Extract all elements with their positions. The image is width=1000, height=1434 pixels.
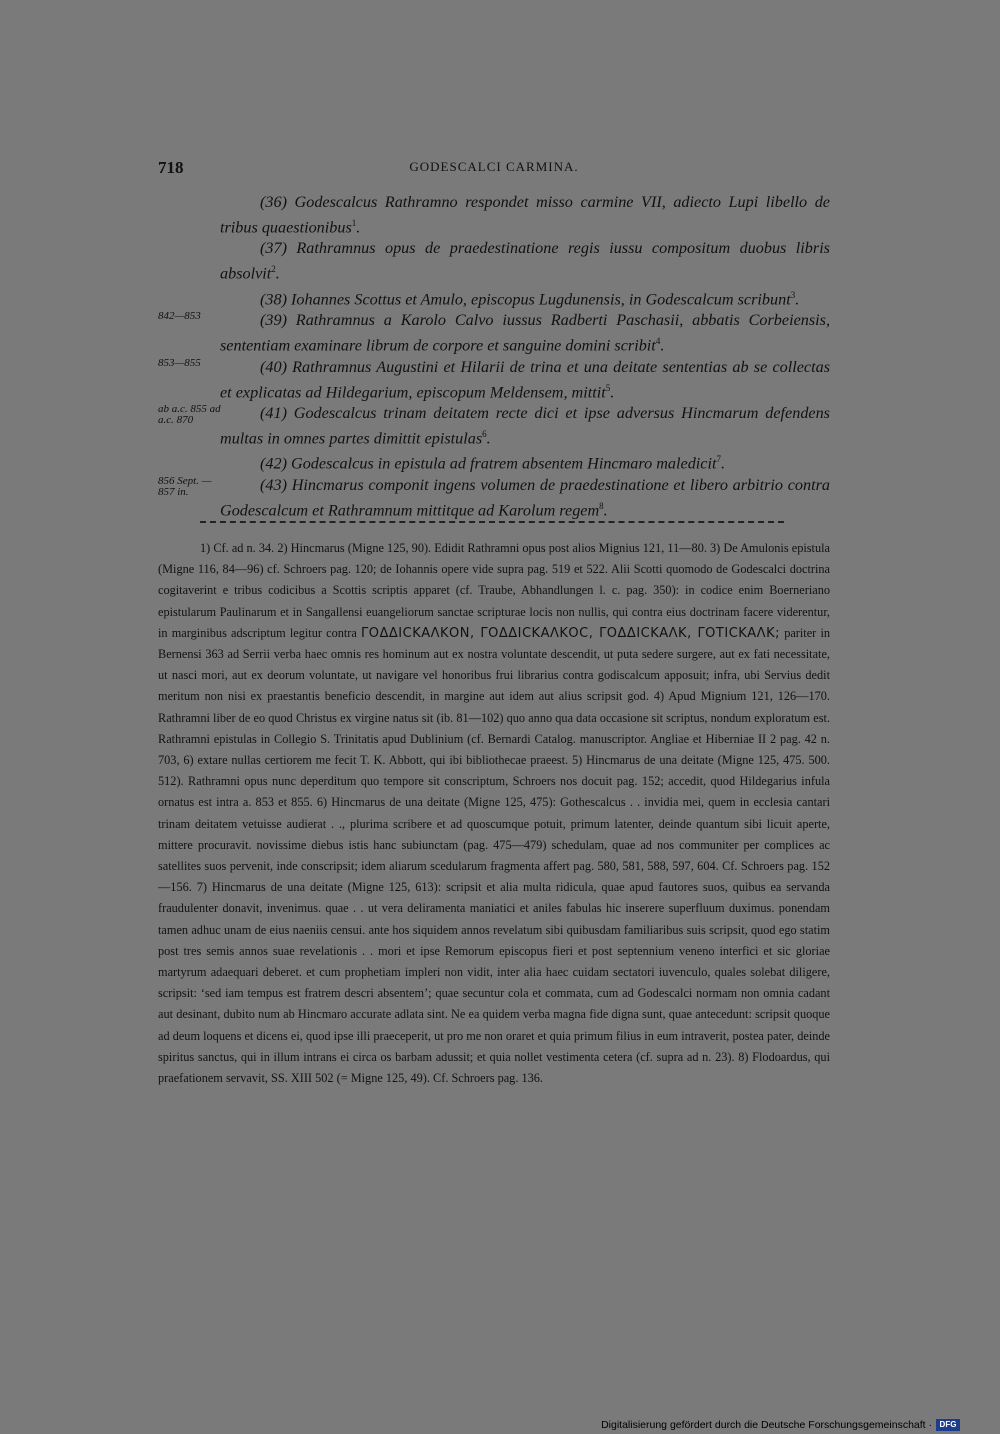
entry-text: (42) Godescalcus in epistula ad fratrem absentem Hincmaro maledicit — [260, 454, 717, 473]
entry-text: (43) Hincmarus componit ingens volumen de praedestinatione et libero arbitrio contra Godescalcum et Rathramnum mittitque ad Karolum regem — [220, 475, 830, 520]
margin-note: 856 Sept. — 857 in. — [158, 474, 212, 498]
footnote-ref[interactable]: 3 — [790, 289, 796, 300]
footnotes — [158, 538, 830, 1089]
entry-text: (36) Godescalcus Rathramno respondet misso carmine VII, adiecto Lupi libello de tribus quaestionibus — [220, 193, 830, 237]
dfg-logo-icon[interactable]: DFG — [936, 1419, 960, 1431]
greek-marginalia: ΓΟΔΔΙCΚΑΛΚΟΝ, ΓΟΔΔΙCΚΑΛΚΟC, ΓΟΔΔΙCΚΑΛΚ, ΓΟΤΙCΚΑΛΚ; — [361, 625, 780, 641]
footnotes-part-2: pariter in Bernensi 363 ad Serrii verba haec omnis res hominum aut ex nostra voluntate descendit, ut puta sedere surgere, aut ex fati necessitate, ut nasci mori, aut ex deorum voluntate, ut navigare vel honoribus frui librarius contra godiscalcum apposuit; infra, ubi Servius dedit meritum non nisi ex praestantis beneficio descendit, in margine aut idem aut alius scripsit god. 4) Apud Mignium 121, 126—170. Rathramni liber de eo quod Christus ex virgine natus sit (ib. 81—102) quo anno qua data occasione sit scriptus, nondum exploratum est. Rathramni epistulas in Collegio S. Trinitatis apud Dublinium (cf. Bernardi Catalog. manuscriptor. Angliae et Hiberniae II 2 pag. 42 n. 703, 6) extare nullas certiorem me fecit T. K. Abbott, qui ibi bibliothecae praeest. 5) Hincmarus de una deitate (Migne 125, 475. 500. 512). Rathramni opus nunc deperditum quo tempore sit conscriptum, Schroers nos docuit pag. 152; accedit, quod Hildegarius infula ornatus est intra a. 853 et 855. 6) Hincmarus de una deitate (Migne 125, 475): Gothescalcus . . invidia mei, quem in ecclesia cantari trinam deitatem vetuisse audierat . ., plurima scribere et ad quoscumque potuit, primum latenter, deinde quantum sibi licuit aperte, mittere procuravit. novissime diebus istis hanc subiunctam (pag. 475—479) schedulam, quae ad nos communiter per complices ac satellites suos pervenit, inde conscripsit; idem aliarum scedularum fragmenta affert pag. 580, 581, 588, 597, 604. Cf. Schroers pag. 152—156. 7) Hincmarus de una deitate (Migne 125, 613): scripsit et alia multa ridicula, quae apud fautores suos, quibus ea servanda fraudulenter donavit, invenimus. quae . . ut vera deliramenta maniatici et aniles fabulas hic inserere superfluum duximus. ponendam tamen adhuc unam de eius naeniis censui. ante hos siquidem annos revelatum sibi quibusdam familiaribus suis scripsit, quod ego statim post tres semis annos suae revelationis . . mori et ipse Remorum episcopus fieri et post septennium veneno interfici et sic gloriae martyrum adaequari deberet. et cum prophetiam impleri non vidit, inter alia haec cuidam sectatori iuvenculo, quales solebat diligere, scripsit: ‘sed iam tempus est fratrem descri absentem’; quae secuntur cola et commata, cum ad Godescalci normam non omnia cadant aut desinant, dubito num ab Hincmaro accurate adlata sint. Ne ea quidem verba magna fide digna sunt, quae antecedunt: scripsit quoque ad deum loquens et dicens ei, quod ipse illi praeceperit, ut pro me non oraret et quia primum filius in eum intraverit, postea pater, deinde spiritus sanctus, qui in illum intrans ei circa os barbam adussit; et quia nollet vestimenta cetera (cf. supra ad n. 23). 8) Flodoardus, qui praefationem servavit, SS. XIII 502 (= Migne 125, 49). Cf. Schroers pag. 136. — [158, 625, 831, 1086]
entry-39: 842—853 (39) Rathramnus a Karolo Calvo iussus Radberti Paschasii, abbatis Corbeiensis, sententiam examinare librum de corpore et sanguine domini scribit$^4$. — [158, 310, 830, 355]
entry-38: (38) Iohannes Scottus et Amulo, episcopus Lugdunensis, in Godescalcum scribunt$^3$. — [260, 289, 800, 309]
entry-text: (38) Iohannes Scottus et Amulo, episcopus Lugdunensis, in Godescalcum scribunt — [260, 290, 791, 309]
entry-text: (37) Rathramnus opus de praedestinatione regis iussu compositum duobus libris absolvit — [220, 239, 830, 283]
footnote-ref[interactable]: 5 — [605, 382, 611, 393]
entry-43: 856 Sept. — 857 in. (43) Hincmarus componit ingens volumen de praedestinatione et libero arbitrio contra Godescalcum et Rathramnum mittitque ad Karolum regem$^8$. — [158, 474, 830, 520]
footnote-ref[interactable]: 2 — [271, 264, 276, 275]
footer-credit — [601, 1418, 960, 1432]
entry-text: (40) Rathramnus Augustini et Hilarii de trina et una deitate sententias ab se collectas et explicatas ad Hildegarium, episcopum Meldensem, mittit — [220, 357, 830, 401]
footnote-ref[interactable]: 6 — [482, 428, 487, 439]
footnote-ref[interactable]: 7 — [716, 454, 721, 465]
margin-note: ab a.c. 855 ad a.c. 870 — [158, 402, 221, 426]
running-title: GODESCALCI CARMINA. — [409, 159, 579, 174]
footnote-ref[interactable]: 8 — [599, 500, 604, 511]
margin-note: 853—855 — [158, 356, 201, 369]
entry-36: (36) Godescalcus Rathramno respondet misso carmine VII, adiecto Lupi libello de tribus quaestionibus$^1$. — [220, 193, 830, 237]
entry-42: (42) Godescalcus in epistula ad fratrem absentem Hincmaro maledicit$^7$. — [260, 454, 726, 473]
entry-text: (41) Godescalcus trinam deitatem recte dici et ipse adversus Hincmarum defendens multas in omnes partes dimittit epistulas — [220, 403, 830, 448]
chronology-entries — [158, 192, 830, 521]
page-number: 718 — [158, 158, 184, 177]
entry-41: ab a.c. 855 ad a.c. 870 (41) Godescalcus trinam deitatem recte dici et ipse adversus Hincmarum defendens multas in omnes partes dimittit epistulas$^6$. — [158, 402, 830, 448]
footer-credit-text: Digitalisierung gefördert durch die Deutsche Forschungsgemeinschaft · — [601, 1419, 932, 1431]
entry-40: 853—855 (40) Rathramnus Augustini et Hilarii de trina et una deitate sententias ab se collectas et explicatas ad Hildegarium, episcopum Meldensem, mittit$^5$. — [158, 356, 830, 401]
page-header — [158, 158, 830, 180]
footnote-separator — [200, 521, 784, 523]
footnote-ref[interactable]: 4 — [655, 336, 661, 347]
entry-37: (37) Rathramnus opus de praedestinatione regis iussu compositum duobus libris absolvit$^2$. — [220, 239, 830, 283]
margin-note: 842—853 — [158, 310, 201, 323]
footnotes-part-1: 1) Cf. ad n. 34. 2) Hincmarus (Migne 125, 90). Edidit Rathramni opus post alios Mignius 121, 11—80. 3) De Amulonis epistula (Migne 116, 84—96) cf. Schroers pag. 120; de Iohannis opere vide supra pag. 519 et 522. Alii Scotti quomodo de Godescalci doctrina cogitaverint e tribus codicibus a Scottis scriptis apparet (cf. Traube, Abhandlungen l. c. pag. 350): in codice enim Boerneriano epistularum Paulinarum et in Sangallensi euangeliorum sanctae scripturae locis non nullis, qui contra eius doctrinam facere viderentur, in marginibus adscriptum legitur contra — [158, 541, 830, 640]
footnote-ref[interactable]: 1 — [351, 218, 357, 228]
entry-text: (39) Rathramnus a Karolo Calvo iussus Radberti Paschasii, abbatis Corbeiensis, sententiam examinare librum de corpore et sanguine domini scribit — [220, 311, 830, 355]
